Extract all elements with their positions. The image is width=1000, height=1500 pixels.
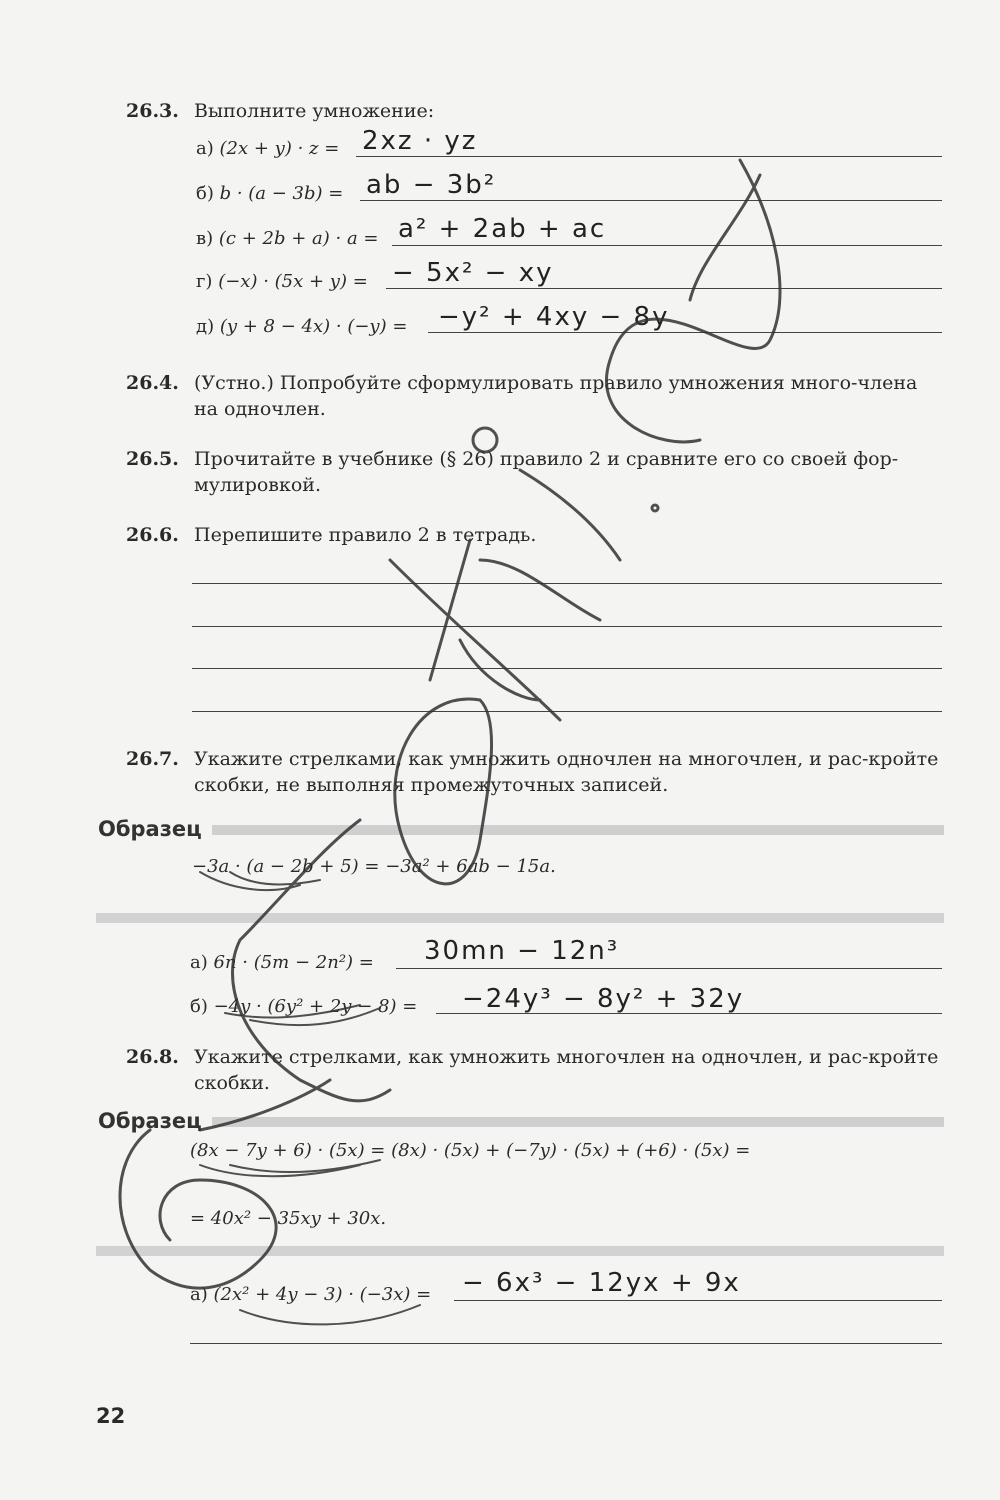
exercise-item bbox=[196, 271, 368, 292]
item-expression: 6n · (5m − 2n²) = bbox=[213, 952, 374, 973]
item-expression: −4y · (6y² + 2y − 8) = bbox=[213, 996, 418, 1017]
exercise-number: 26.6. bbox=[126, 524, 179, 546]
writing-line bbox=[192, 711, 942, 712]
writing-line bbox=[192, 668, 942, 669]
sample-label: Образец bbox=[98, 1109, 202, 1133]
exercise-26-5 bbox=[126, 446, 946, 498]
answer-line bbox=[436, 1013, 942, 1014]
answer-line bbox=[392, 245, 942, 246]
item-label: г) bbox=[196, 271, 213, 292]
exercise-text: Прочитайте в учебнике (§ 26) правило 2 и сравните его со своей фор-мулировкой. bbox=[194, 448, 899, 496]
exercise-item bbox=[196, 138, 339, 159]
item-expression: (−x) · (5x + y) = bbox=[218, 271, 368, 292]
exercise-number: 26.5. bbox=[126, 448, 179, 470]
exercise-item bbox=[190, 952, 374, 973]
exercise-text: Выполните умножение: bbox=[194, 100, 435, 122]
answer-line bbox=[396, 968, 942, 969]
exercise-number: 26.3. bbox=[126, 100, 179, 122]
exercise-item bbox=[196, 228, 378, 249]
exercise-item bbox=[190, 996, 417, 1017]
exercise-number: 26.4. bbox=[126, 372, 179, 394]
answer-line bbox=[454, 1300, 942, 1301]
item-expression: (2x + y) · z = bbox=[219, 138, 340, 159]
exercise-number: 26.7. bbox=[126, 748, 179, 770]
item-label: д) bbox=[196, 316, 215, 337]
handwritten-answer: −y² + 4xy − 8y bbox=[438, 302, 670, 332]
exercise-text: (Устно.) Попробуйте сформулировать правило умножения много-члена на одночлен. bbox=[194, 372, 918, 420]
sample-expression-line-2: = 40x² − 35xy + 30x. bbox=[190, 1208, 387, 1229]
exercise-number: 26.8. bbox=[126, 1046, 179, 1068]
item-expression: b · (a − 3b) = bbox=[219, 183, 344, 204]
item-label: в) bbox=[196, 228, 214, 249]
sample-expression: −3a · (a − 2b + 5) = −3a² + 6ab − 15a. bbox=[192, 856, 556, 877]
sample-divider bbox=[96, 1246, 944, 1256]
handwritten-answer: − 6x³ − 12yx + 9x bbox=[462, 1268, 741, 1298]
handwritten-answer: 2xz · yz bbox=[362, 126, 478, 156]
exercise-item bbox=[190, 1284, 431, 1305]
exercise-26-4 bbox=[126, 370, 946, 422]
item-label: а) bbox=[196, 138, 214, 159]
handwritten-answer: −24y³ − 8y² + 32y bbox=[462, 984, 745, 1014]
page-number: 22 bbox=[96, 1404, 126, 1428]
writing-line bbox=[192, 583, 942, 584]
item-label: б) bbox=[196, 183, 214, 204]
exercise-text: Укажите стрелками, как умножить многочлен на одночлен, и рас-кройте скобки. bbox=[194, 1046, 939, 1094]
exercise-item bbox=[196, 316, 407, 337]
handwritten-answer: 30mn − 12n³ bbox=[424, 936, 620, 966]
exercise-26-8 bbox=[126, 1044, 946, 1096]
exercise-text: Укажите стрелками, как умножить одночлен на многочлен, и рас-кройте скобки, не выполняя промежуточных записей. bbox=[194, 748, 939, 796]
sample-divider bbox=[96, 913, 944, 923]
exercise-26-3 bbox=[126, 98, 946, 124]
answer-line bbox=[356, 156, 942, 157]
exercise-text: Перепишите правило 2 в тетрадь. bbox=[194, 524, 537, 546]
handwritten-answer: − 5x² − xy bbox=[392, 258, 554, 288]
answer-line bbox=[360, 200, 942, 201]
item-expression: (2x² + 4y − 3) · (−3x) = bbox=[213, 1284, 432, 1305]
sample-divider bbox=[212, 825, 944, 835]
handwritten-answer: ab − 3b² bbox=[366, 170, 497, 200]
item-expression: (y + 8 − 4x) · (−y) = bbox=[219, 316, 408, 337]
item-label: а) bbox=[190, 952, 208, 973]
writing-line bbox=[190, 1343, 942, 1344]
item-expression: (c + 2b + a) · a = bbox=[218, 228, 379, 249]
item-label: б) bbox=[190, 996, 208, 1017]
item-label: а) bbox=[190, 1284, 208, 1305]
exercise-item bbox=[196, 183, 343, 204]
sample-expression-line-1: (8x − 7y + 6) · (5x) = (8x) · (5x) + (−7y) · (5x) + (+6) · (5x) = bbox=[190, 1140, 751, 1161]
handwritten-answer: a² + 2ab + ac bbox=[398, 214, 607, 244]
exercise-26-6 bbox=[126, 522, 946, 548]
answer-line bbox=[428, 332, 942, 333]
exercise-26-7 bbox=[126, 746, 946, 798]
answer-line bbox=[386, 288, 942, 289]
writing-line bbox=[192, 626, 942, 627]
sample-label: Образец bbox=[98, 817, 202, 841]
sample-divider bbox=[212, 1117, 944, 1127]
